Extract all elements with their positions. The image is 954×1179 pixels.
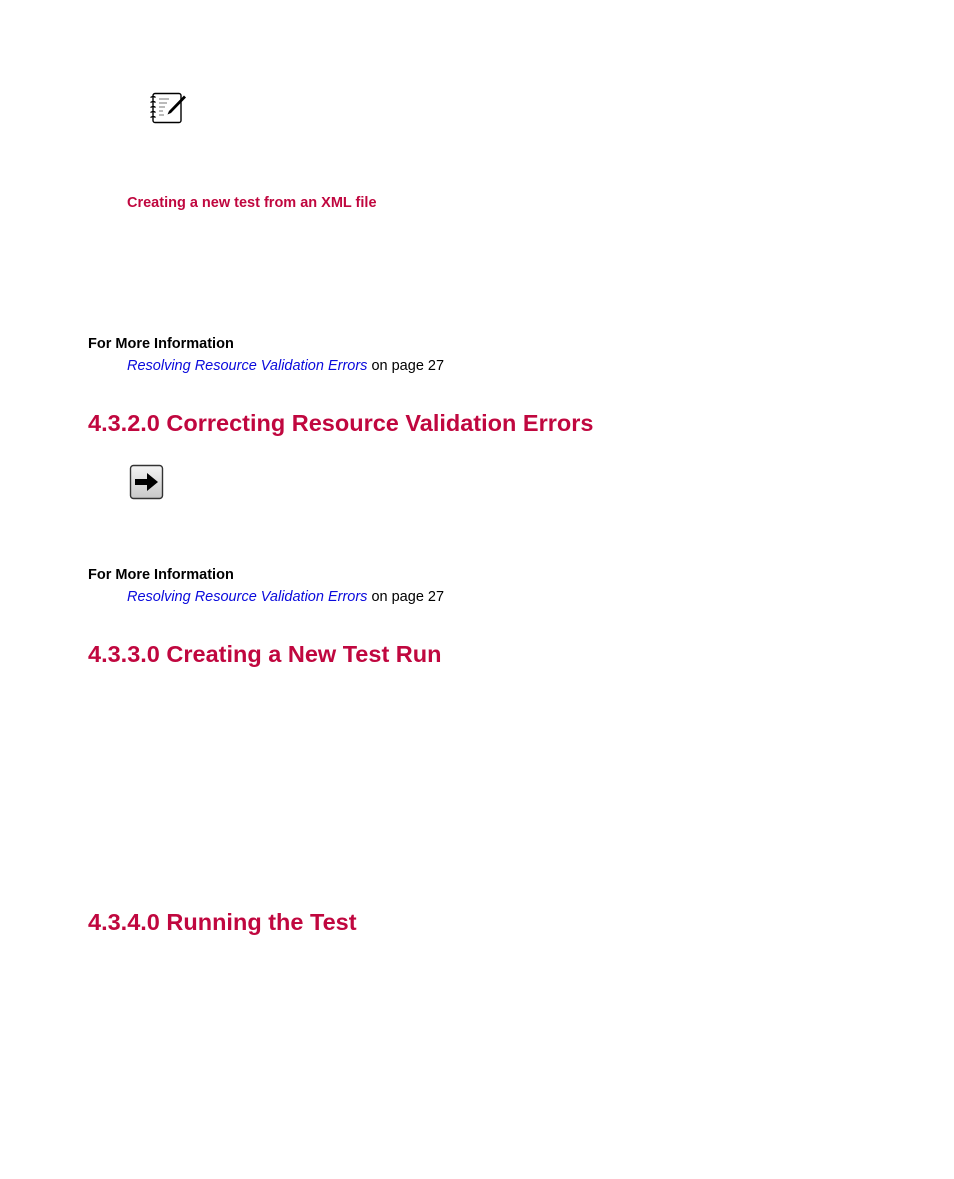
note-subtitle: Creating a new test from an XML file	[127, 195, 377, 211]
section-heading-new-test-run: 4.3.3.0 Creating a New Test Run	[88, 641, 442, 667]
page-reference: on page 27	[367, 358, 445, 374]
notepad-pencil-icon	[149, 91, 187, 125]
right-arrow-icon	[129, 464, 165, 500]
for-more-information-label: For More Information	[88, 336, 234, 352]
section-heading-running-test: 4.3.4.0 Running the Test	[88, 909, 357, 935]
more-info-reference	[127, 358, 444, 374]
page-reference: on page 27	[367, 589, 445, 605]
resolving-errors-link[interactable]: Resolving Resource Validation Errors	[127, 589, 368, 605]
for-more-information-label: For More Information	[88, 567, 234, 583]
more-info-reference	[127, 589, 444, 605]
resolving-errors-link[interactable]: Resolving Resource Validation Errors	[127, 358, 368, 374]
section-heading-correcting-errors: 4.3.2.0 Correcting Resource Validation Errors	[88, 410, 594, 436]
